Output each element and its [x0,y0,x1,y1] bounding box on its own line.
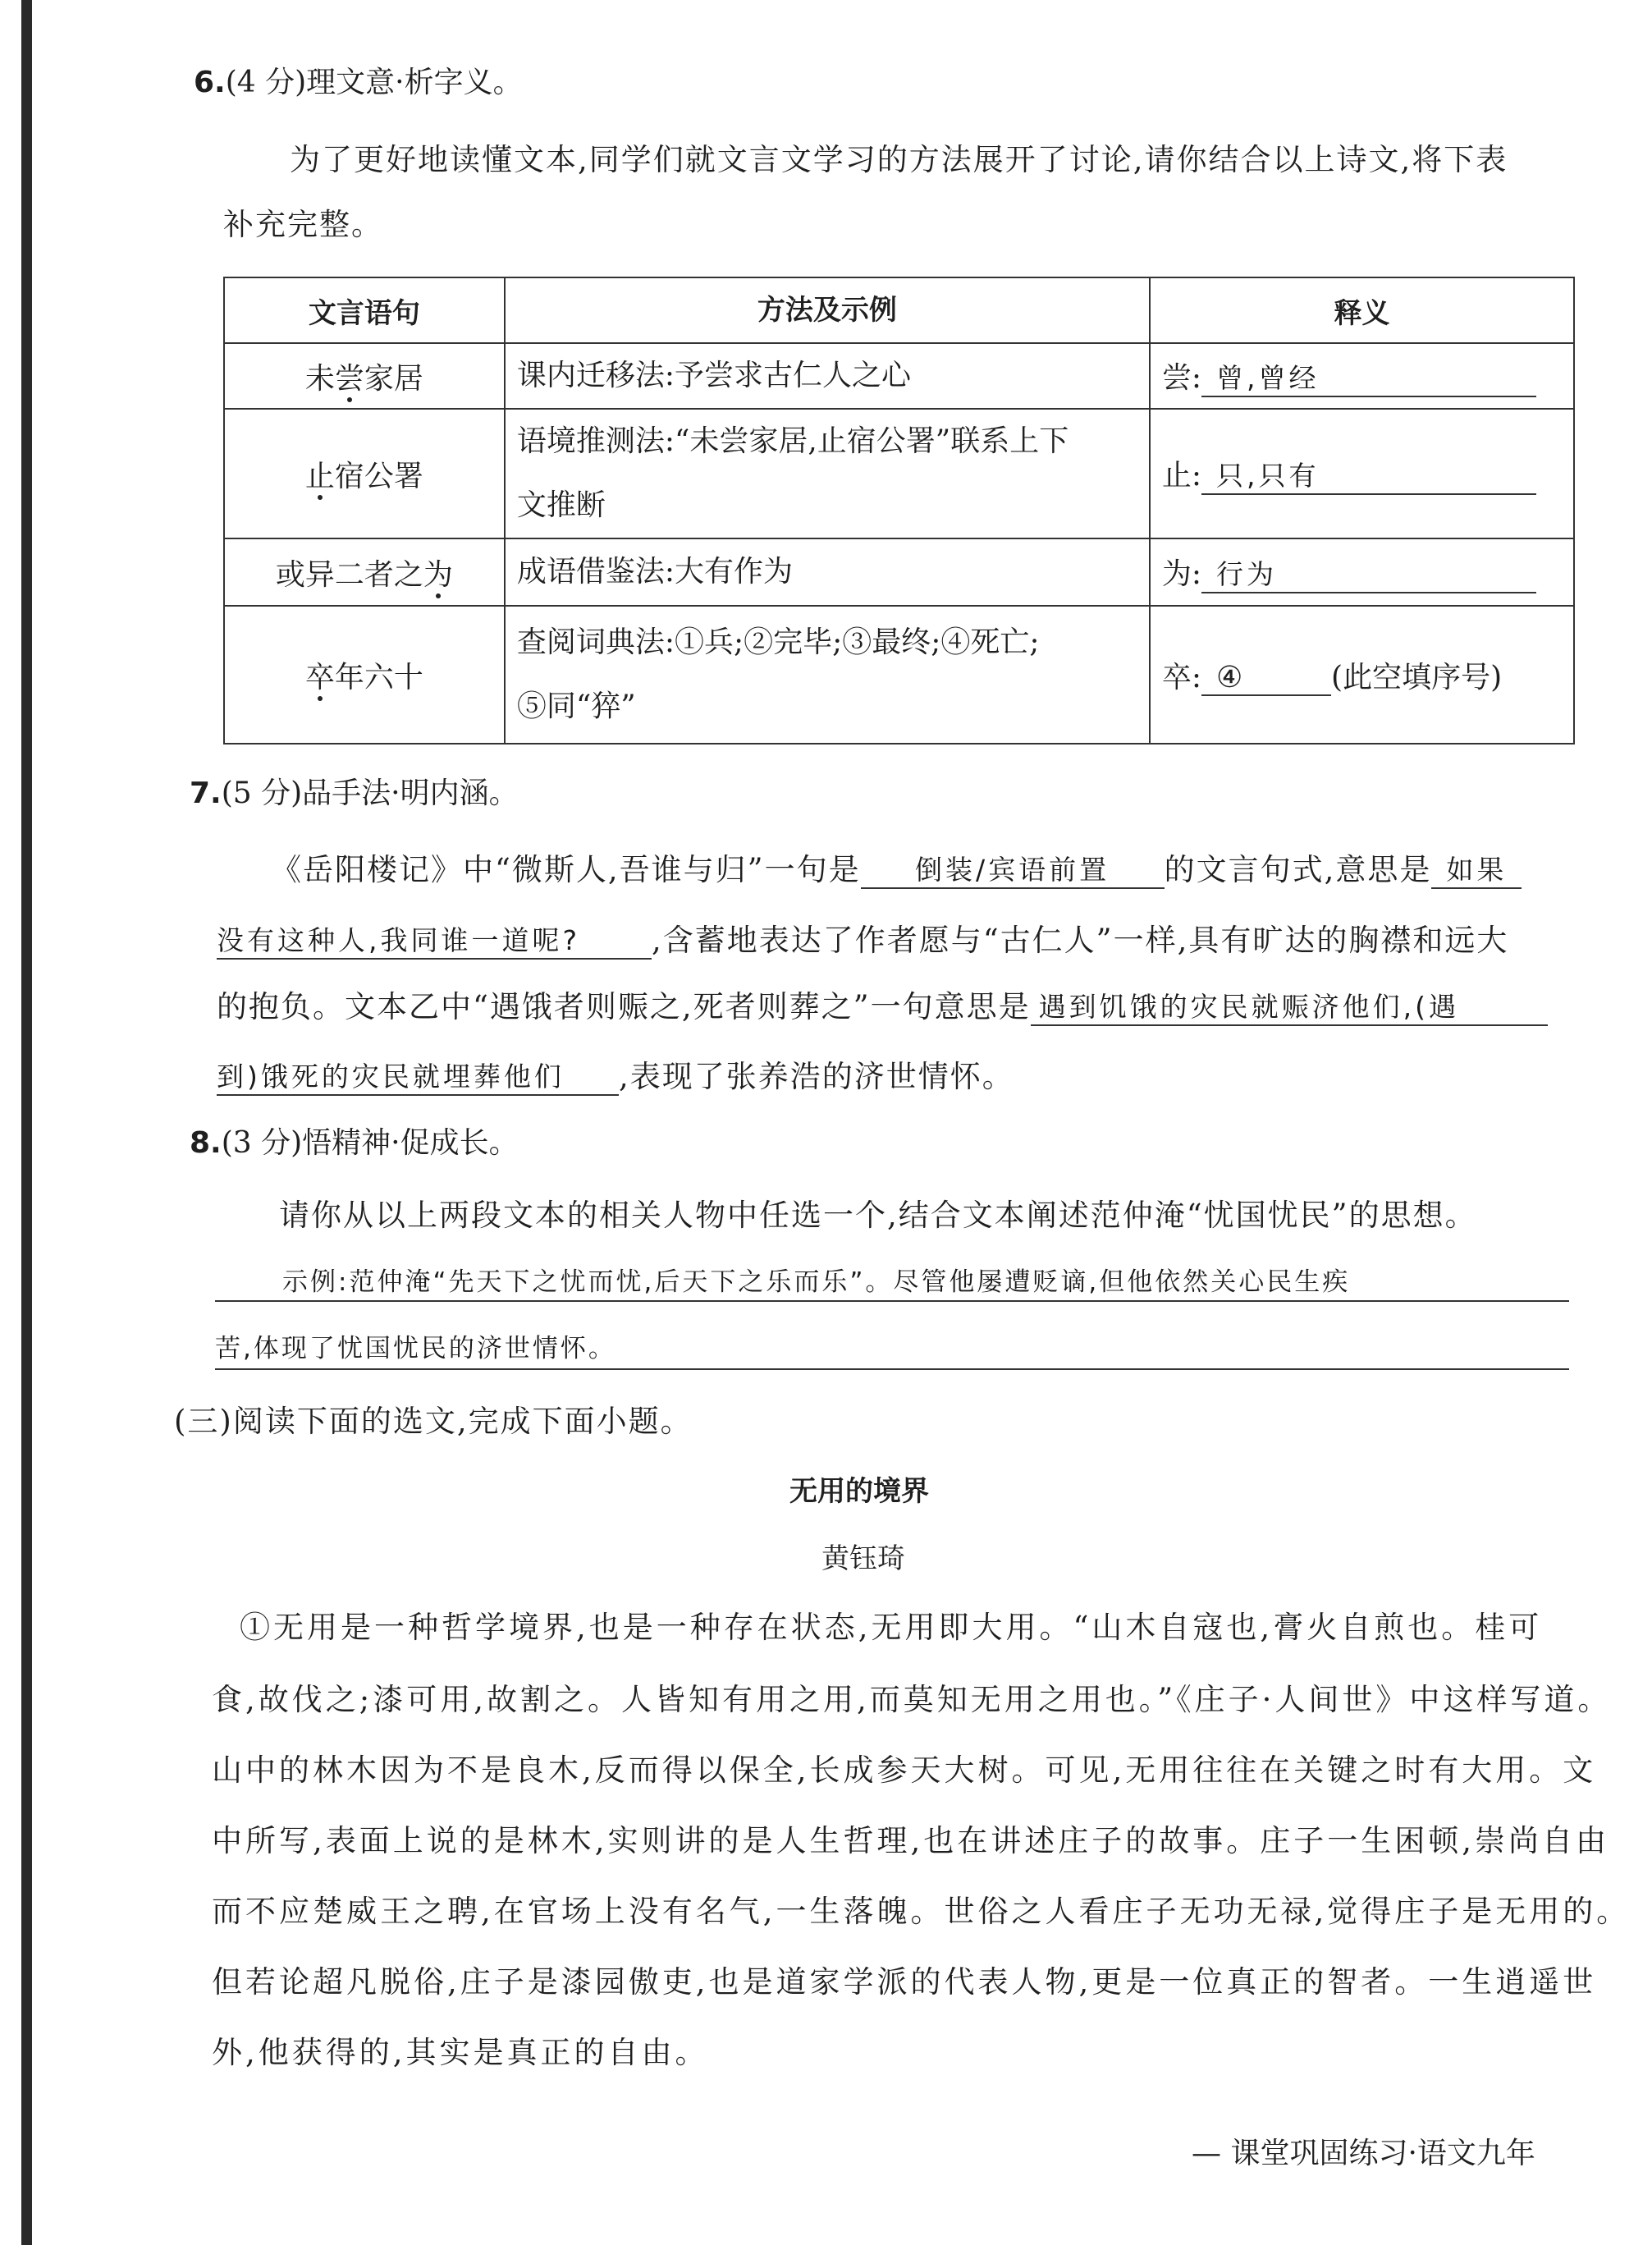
table-row [224,409,1574,538]
paragraph-line: 中所写,表面上说的是林木,实则讲的是人生哲理,也在讲述庄子的故事。庄子一生困顿,崇尚自由 [212,1823,1610,1858]
method-cell: 课内迁移法:予尝求古仁人之心 [505,343,1150,409]
essay-author: 黄钰琦 [821,1542,905,1575]
paragraph-line: ①无用是一种哲学境界,也是一种存在状态,无用即大用。“山木自寇也,膏火自煎也。桂可 [240,1610,1543,1645]
q7-blank-2a[interactable]: 如果 [1431,849,1522,889]
answer-blank[interactable]: ④ [1201,661,1331,696]
table-row [224,343,1574,409]
gloss-cell: 止: 只,只有 [1150,409,1574,538]
header-method: 方法及示例 [505,277,1150,343]
paragraph-line: 但若论超凡脱俗,庄子是漆园傲吏,也是道家学派的代表人物,更是一位真正的智者。一生逍遥世 [212,1964,1597,2000]
q7-blank-1[interactable]: 倒装/宾语前置 [861,849,1165,889]
paragraph-line: 而不应楚威王之聘,在官场上没有名气,一生落魄。世俗之人看庄子无功无禄,觉得庄子是无用的。 [212,1894,1631,1929]
q8-answer-line2[interactable]: 苦,体现了忧国忧民的济世情怀。 [215,1334,616,1363]
sentence-cell: 卒年六十 [224,606,505,744]
q7-blank-2b[interactable]: 没有这种人,我同谁一道呢? [217,919,652,960]
header-sentence: 文言语句 [224,277,505,343]
page-footer: — 课堂巩固练习·语文九年 [1192,2137,1535,2170]
q8-answer-line1[interactable]: 示例:范仲淹“先天下之忧而忧,后天下之乐而乐”。尽管他屡遭贬谪,但他依然关心民生疾 [282,1267,1351,1297]
method-cell: 语境推测法:“未尝家居,止宿公署”联系上下 文推断 [505,409,1150,538]
sentence-cell: 止宿公署 [224,409,505,538]
table-row [224,606,1574,744]
gloss-cell: 卒: ④ (此空填序号) [1150,606,1574,744]
answer-blank[interactable]: 只,只有 [1201,455,1536,495]
q7-blank-3b[interactable]: 到)饿死的灾民就埋葬他们 [217,1056,619,1096]
q7-heading: 7.(5 分)品手法·明内涵。 [190,777,519,810]
paragraph-line: 山中的林木因为不是良木,反而得以保全,长成参天大树。可见,无用往往在关键之时有大用。文 [212,1752,1597,1788]
method-cell: 成语借鉴法:大有作为 [505,538,1150,606]
sentence-cell: 未尝家居 [224,343,505,409]
q6-prompt-line1: 为了更好地读懂文本,同学们就文言文学习的方法展开了讨论,请你结合以上诗文,将下表 [290,142,1508,177]
answer-underline [215,1368,1569,1370]
gloss-cell: 尝: 曾,曾经 [1150,343,1574,409]
table-row [224,538,1574,606]
q7-line2: 没有这种人,我同谁一道呢? ,含蓄地表达了作者愿与“古仁人”一样,具有旷达的胸襟和远大 [217,915,1508,960]
q7-line1: 《岳阳楼记》中“微斯人,吾谁与归”一句是 倒装/宾语前置 的文言句式,意思是 如果 [271,845,1522,889]
binding-edge [21,0,32,2245]
paragraph-line: 食,故伐之;漆可用,故割之。人皆知有用之用,而莫知无用之用也。”《庄子·人间世》中这样写道。 [212,1682,1612,1717]
q6-heading: 6.(4 分)理文意·析字义。 [194,66,523,99]
answer-blank[interactable]: 行为 [1201,553,1536,593]
method-table [223,277,1575,745]
table-header-row [224,277,1574,343]
q8-prompt: 请你从以上两段文本的相关人物中任选一个,结合文本阐述范仲淹“忧国忧民”的思想。 [279,1198,1477,1233]
gloss-cell: 为: 行为 [1150,538,1574,606]
answer-underline [215,1300,1569,1302]
q6-prompt-line2: 补充完整。 [223,207,383,242]
q7-line3: 的抱负。文本乙中“遇饿者则赈之,死者则葬之”一句意思是 遇到饥饿的灾民就赈济他们,(遇 [217,982,1548,1026]
paragraph-line: 外,他获得的,其实是真正的自由。 [212,2035,709,2070]
sentence-cell: 或异二者之为 [224,538,505,606]
method-cell: 查阅词典法:①兵;②完毕;③最终;④死亡; ⑤同“猝” [505,606,1150,744]
q8-heading: 8.(3 分)悟精神·促成长。 [190,1126,519,1160]
answer-blank[interactable]: 曾,曾经 [1201,357,1536,397]
section-heading: (三)阅读下面的选文,完成下面小题。 [174,1404,693,1439]
q7-line4: 到)饿死的灾民就埋葬他们 ,表现了张养浩的济世情怀。 [217,1051,1014,1096]
q7-blank-3a[interactable]: 遇到饥饿的灾民就赈济他们,(遇 [1031,986,1548,1026]
header-gloss: 释义 [1150,277,1574,343]
essay-title: 无用的境界 [789,1475,929,1508]
